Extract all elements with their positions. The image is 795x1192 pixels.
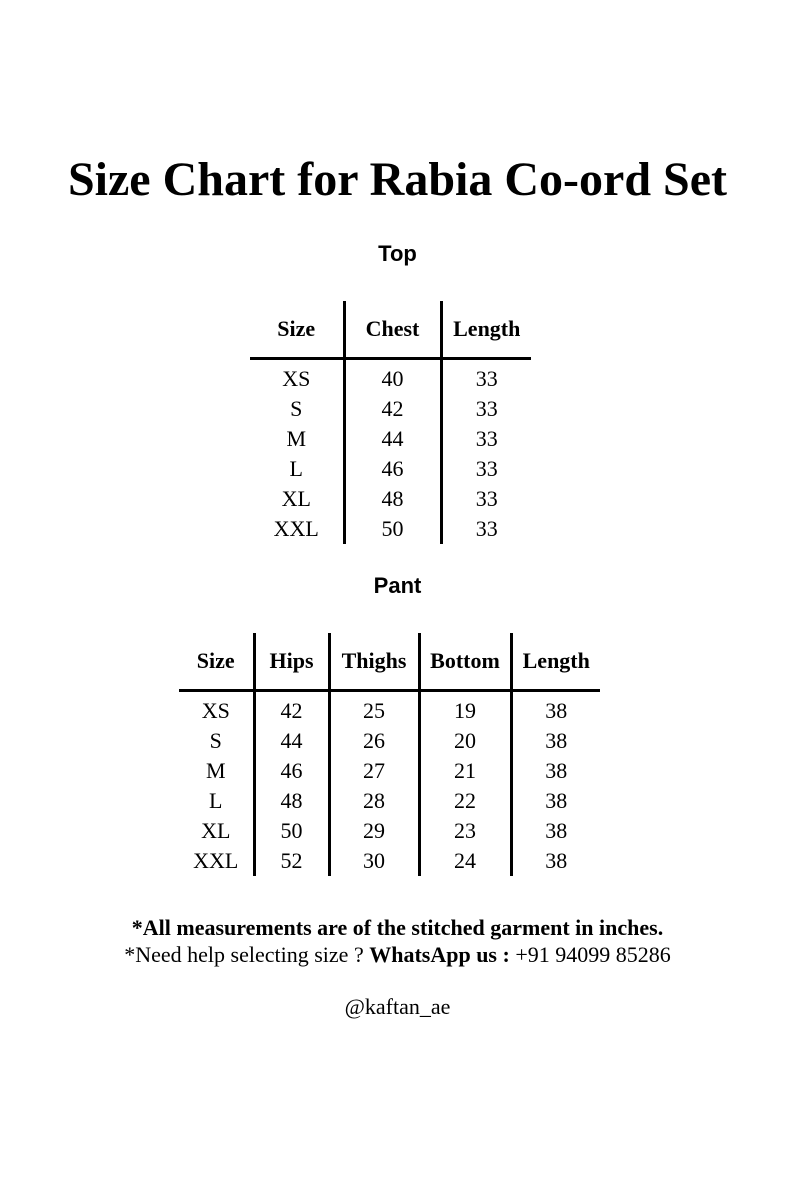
pant-table-body <box>179 691 600 877</box>
size-cell: L <box>209 788 223 813</box>
measurement-cell: 27 <box>329 756 419 786</box>
table-row <box>250 394 531 424</box>
measurement-note: *All measurements are of the stitched garment in inches. <box>131 915 664 940</box>
size-cell: XS <box>201 698 230 723</box>
measurement-cell: 42 <box>254 691 329 727</box>
measurement-cell: 38 <box>511 726 600 756</box>
size-cell: S <box>209 728 222 753</box>
table-row <box>250 484 531 514</box>
column-header-length: Length <box>511 633 600 691</box>
measurement-cell: 26 <box>329 726 419 756</box>
measurement-cell: 22 <box>419 786 511 816</box>
measurement-cell: 50 <box>344 514 441 544</box>
top-section-heading: Top <box>378 241 417 266</box>
table-row <box>250 454 531 484</box>
measurement-cell: 25 <box>329 691 419 727</box>
size-cell: M <box>205 758 226 783</box>
whatsapp-phone: +91 94099 85286 <box>509 942 671 967</box>
table-header-row <box>179 633 600 691</box>
measurement-cell: 44 <box>344 424 441 454</box>
measurement-cell: 24 <box>419 846 511 876</box>
top-table-body <box>250 359 531 545</box>
column-header-hips: Hips <box>254 633 329 691</box>
size-cell: XL <box>281 486 311 511</box>
measurement-cell: 33 <box>441 514 531 544</box>
measurement-cell: 38 <box>511 691 600 727</box>
measurement-cell: 21 <box>419 756 511 786</box>
measurement-cell: 48 <box>344 484 441 514</box>
measurement-cell: 23 <box>419 816 511 846</box>
measurement-cell: 30 <box>329 846 419 876</box>
table-row <box>250 424 531 454</box>
size-cell: L <box>289 456 303 481</box>
measurement-cell: 33 <box>441 454 531 484</box>
table-header-row <box>250 301 531 359</box>
measurement-cell: 38 <box>511 816 600 846</box>
social-handle: @kaftan_ae <box>344 994 451 1019</box>
measurement-cell: 50 <box>254 816 329 846</box>
measurement-cell: 33 <box>441 484 531 514</box>
pant-size-table <box>179 633 600 876</box>
pant-section-heading: Pant <box>373 573 422 598</box>
measurement-cell: 42 <box>344 394 441 424</box>
measurement-cell: 38 <box>511 786 600 816</box>
measurement-cell: 20 <box>419 726 511 756</box>
table-row <box>179 816 600 846</box>
table-row <box>179 691 600 727</box>
table-row <box>179 726 600 756</box>
measurement-cell: 28 <box>329 786 419 816</box>
measurement-cell: 38 <box>511 756 600 786</box>
page-title: Size Chart for Rabia Co-ord Set <box>67 153 728 206</box>
measurement-cell: 48 <box>254 786 329 816</box>
measurement-cell: 33 <box>441 424 531 454</box>
help-note-prefix: *Need help selecting size ? <box>124 942 370 967</box>
measurement-cell: 33 <box>441 394 531 424</box>
measurement-cell: 44 <box>254 726 329 756</box>
table-row <box>250 514 531 544</box>
column-header-bottom: Bottom <box>419 633 511 691</box>
column-header-chest: Chest <box>344 301 441 359</box>
help-note <box>0 942 795 968</box>
whatsapp-label: WhatsApp us : <box>369 942 510 967</box>
size-cell: XS <box>282 366 311 391</box>
column-header-thighs: Thighs <box>329 633 419 691</box>
top-size-table <box>250 301 531 544</box>
column-header-length: Length <box>441 301 531 359</box>
measurement-cell: 29 <box>329 816 419 846</box>
measurement-cell: 38 <box>511 846 600 876</box>
measurement-cell: 19 <box>419 691 511 727</box>
measurement-cell: 40 <box>344 359 441 395</box>
table-row <box>250 359 531 395</box>
size-cell: XXL <box>193 848 239 873</box>
size-cell: XL <box>201 818 231 843</box>
measurement-cell: 33 <box>441 359 531 395</box>
table-row <box>179 786 600 816</box>
size-cell: XXL <box>273 516 319 541</box>
measurement-cell: 52 <box>254 846 329 876</box>
measurement-cell: 46 <box>254 756 329 786</box>
measurement-cell: 46 <box>344 454 441 484</box>
size-cell: M <box>286 426 307 451</box>
column-header-size: Size <box>179 633 254 691</box>
column-header-size: Size <box>250 301 344 359</box>
table-row <box>179 756 600 786</box>
size-cell: S <box>290 396 303 421</box>
table-row <box>179 846 600 876</box>
